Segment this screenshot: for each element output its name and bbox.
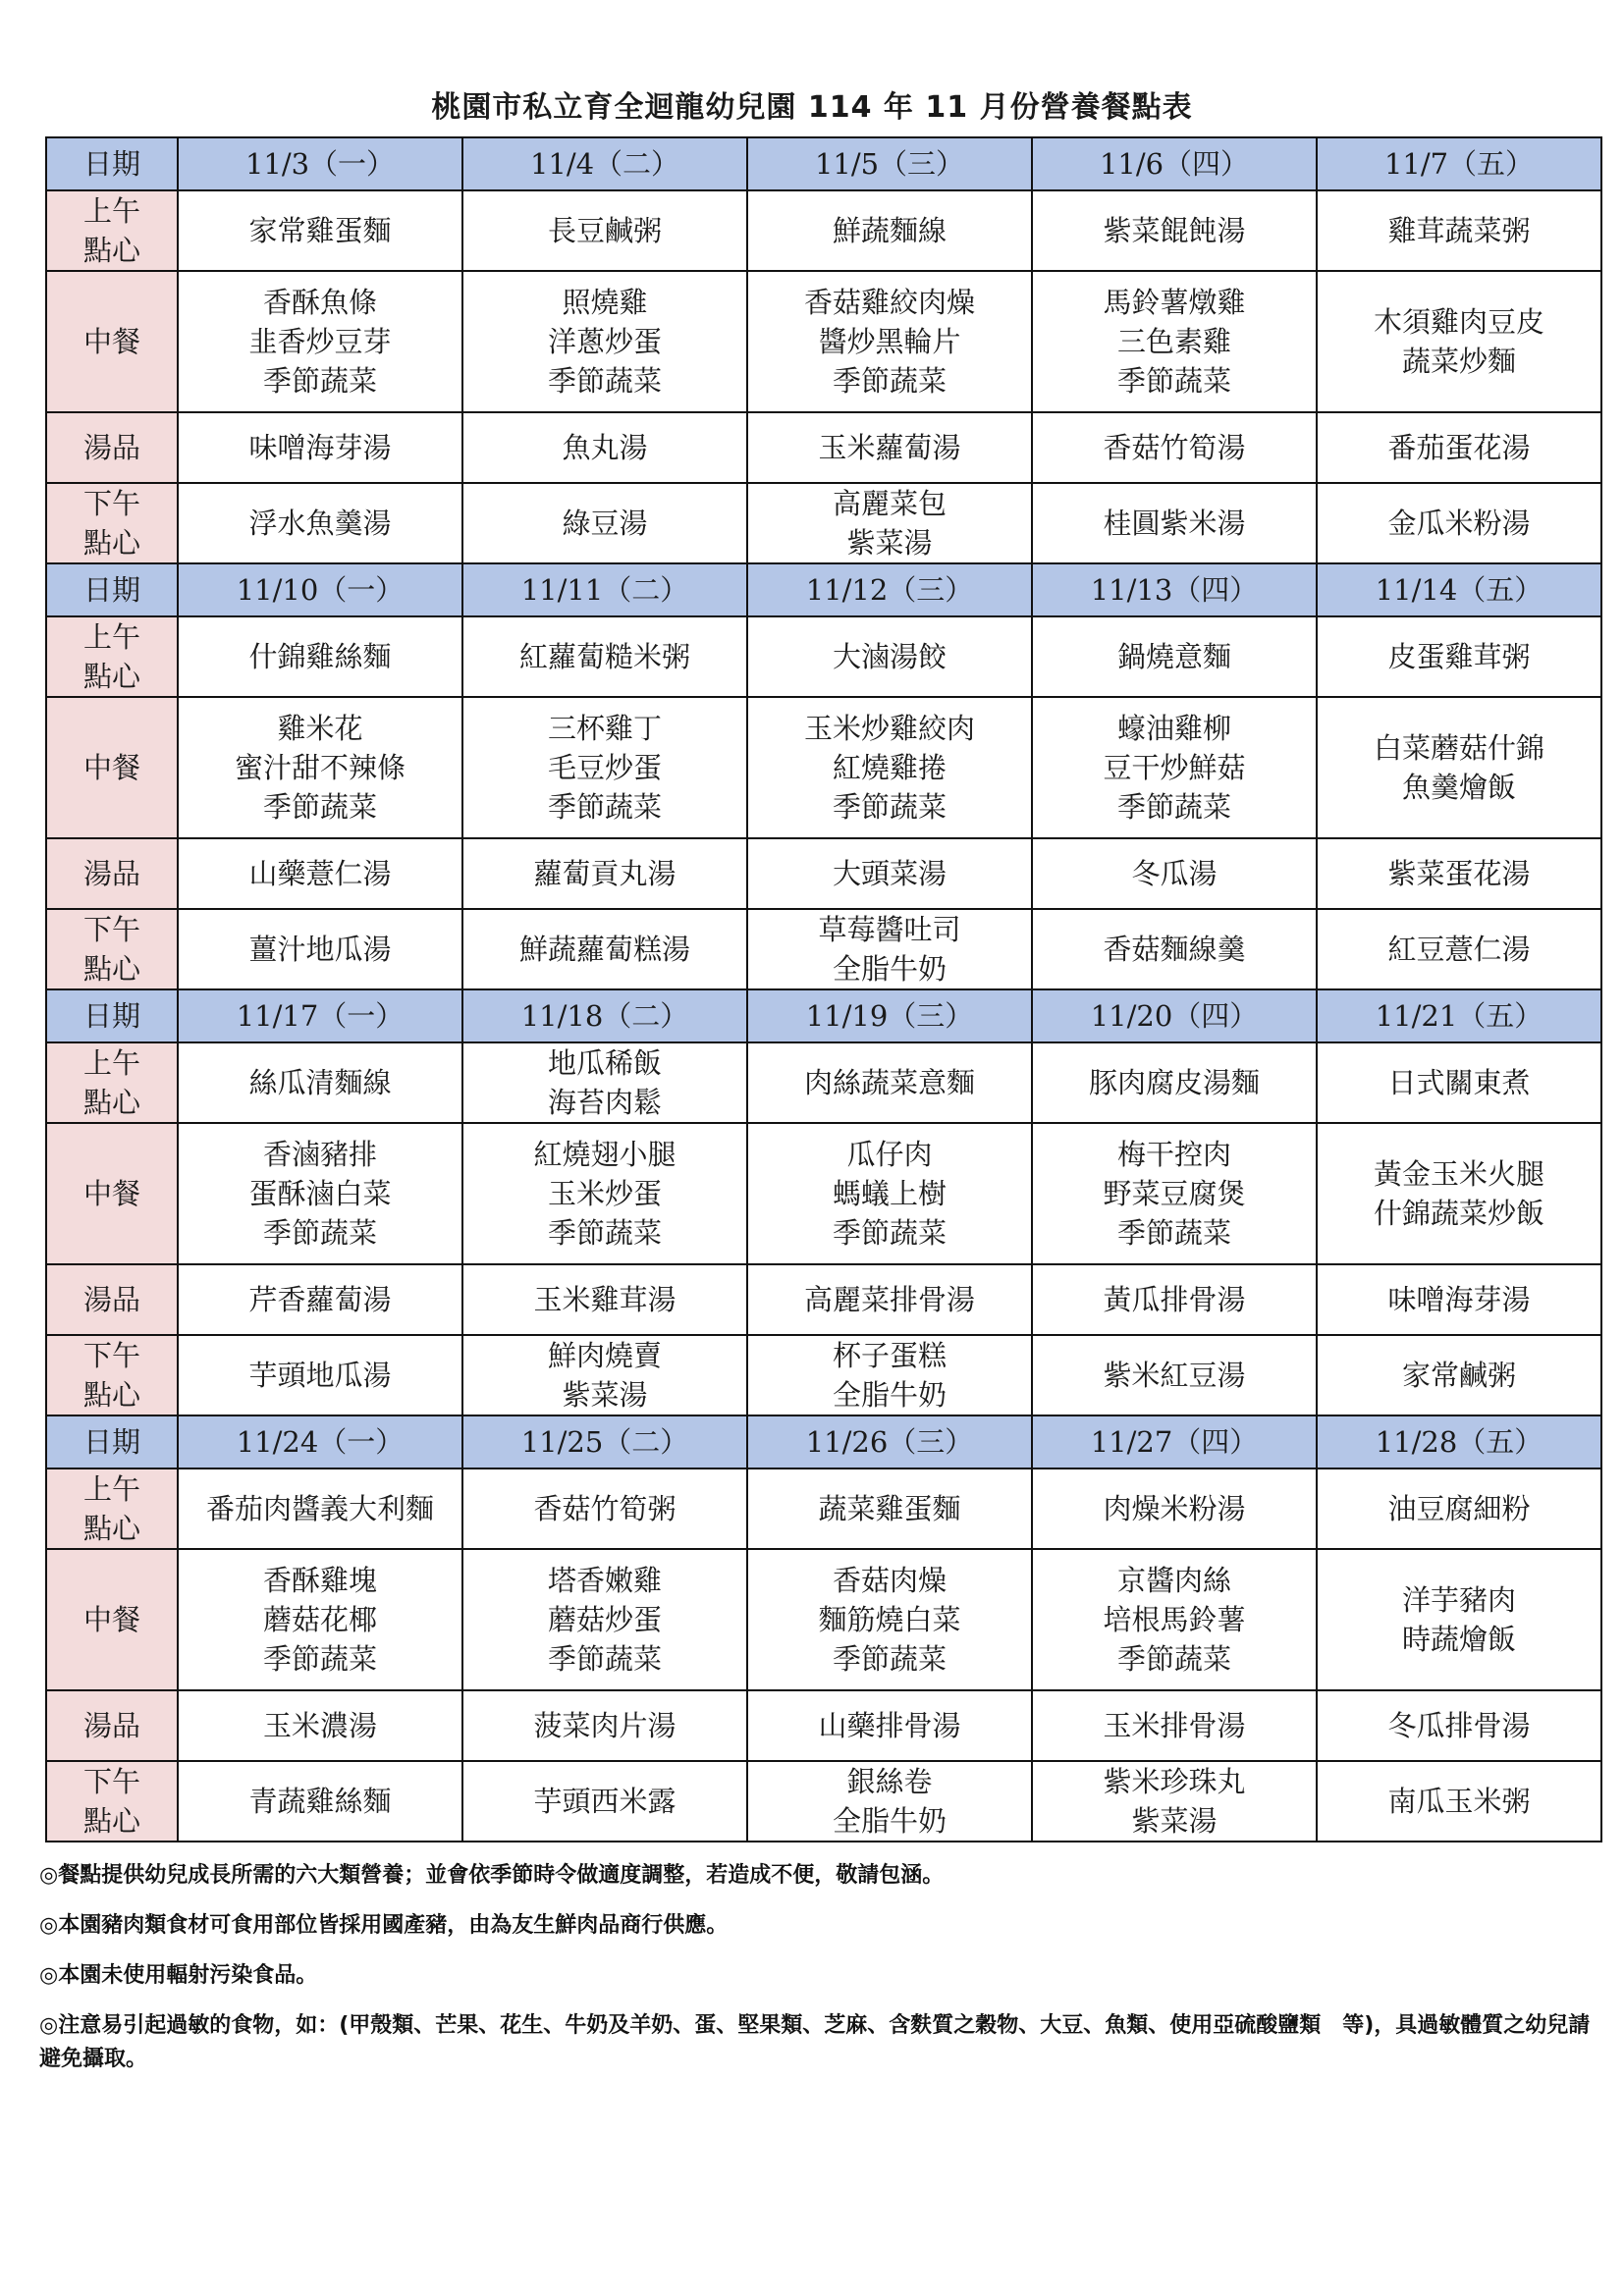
cell-line: 點心: [82, 1378, 140, 1412]
date-cell: 11/25（二）: [462, 1415, 747, 1468]
cell-line: 季節蔬菜: [262, 364, 377, 398]
cell-line: 全脂牛奶: [832, 1378, 947, 1412]
cell-line: 家常雞蛋麵: [248, 214, 392, 247]
lunch-cell: [1032, 271, 1317, 412]
meal-table-body: [46, 137, 1601, 1842]
cell-line: 地瓜稀飯: [547, 1046, 662, 1080]
cell-line: 瓜仔肉: [846, 1138, 933, 1171]
soup-cell: [1032, 1690, 1317, 1761]
cell-line: 季節蔬菜: [832, 790, 947, 824]
date-cell: 11/7（五）: [1317, 137, 1601, 190]
cell-line: 玉米雞茸湯: [533, 1283, 677, 1316]
am-snack-cell: [1032, 190, 1317, 271]
lunch-cell: [462, 1549, 747, 1690]
soup-cell: [462, 1264, 747, 1335]
lunch-cell: [178, 697, 462, 838]
soup-row: [46, 1264, 1601, 1335]
soup-cell: [178, 1264, 462, 1335]
cell-line: 什錦蔬菜炒飯: [1373, 1197, 1544, 1230]
lunch-cell: [1032, 1549, 1317, 1690]
cell-line: 雞茸蔬菜粥: [1387, 214, 1531, 247]
cell-line: 香菇竹筍粥: [533, 1492, 677, 1525]
cell-line: 肉絲蔬菜意麵: [803, 1066, 975, 1099]
cell-line: 家常鹹粥: [1401, 1359, 1516, 1392]
cell-line: 絲瓜清麵線: [248, 1066, 392, 1099]
cell-line: 三杯雞丁: [547, 712, 662, 745]
cell-line: 下午: [82, 487, 140, 520]
soup-label: 湯品: [46, 412, 178, 483]
pm-snack-cell: [178, 1761, 462, 1842]
pm-snack-cell: [1032, 1761, 1317, 1842]
cell-line: 玉米蘿蔔湯: [818, 431, 961, 464]
am-snack-cell: [462, 1042, 747, 1123]
date-cell: 11/19（三）: [747, 989, 1032, 1042]
pm-snack-cell: [747, 1761, 1032, 1842]
week-header-row: [46, 1415, 1601, 1468]
cell-line: 大頭菜湯: [832, 857, 947, 890]
note-item: ◎本園未使用輻射污染食品。: [39, 1963, 318, 1988]
cell-line: 紫米珍珠丸: [1103, 1765, 1246, 1798]
cell-line: 金瓜米粉湯: [1387, 507, 1531, 540]
date-cell: 11/27（四）: [1032, 1415, 1317, 1468]
date-cell: 11/28（五）: [1317, 1415, 1601, 1468]
cell-line: 季節蔬菜: [1116, 790, 1231, 824]
week-header-row: [46, 563, 1601, 616]
soup-label: 湯品: [46, 1690, 178, 1761]
note-item: ◎餐點提供幼兒成長所需的六大類營養；並會依季節時令做適度調整，若造成不便，敬請包涵。: [39, 1863, 945, 1888]
cell-line: 草莓醬吐司: [818, 913, 961, 946]
pm-snack-cell: [1317, 483, 1601, 563]
lunch-cell: [462, 271, 747, 412]
pm-snack-cell: [747, 1335, 1032, 1415]
date-cell: 11/24（一）: [178, 1415, 462, 1468]
am-snack-cell: [1317, 616, 1601, 697]
cell-line: 蜜汁甜不辣條: [234, 751, 406, 784]
am-snack-cell: [747, 1468, 1032, 1549]
date-cell: 11/12（三）: [747, 563, 1032, 616]
cell-line: 時蔬燴飯: [1401, 1623, 1516, 1656]
date-cell: 11/20（四）: [1032, 989, 1317, 1042]
cell-line: 白菜蘑菇什錦: [1373, 731, 1544, 765]
date-cell: 11/13（四）: [1032, 563, 1317, 616]
soup-label: 湯品: [46, 1264, 178, 1335]
date-cell: 11/4（二）: [462, 137, 747, 190]
cell-line: 紅燒雞捲: [832, 751, 947, 784]
pm-snack-label: [46, 909, 178, 989]
cell-line: 紫菜湯: [1131, 1804, 1218, 1838]
cell-line: 醬炒黑輪片: [818, 325, 961, 358]
pm-snack-cell: [462, 1761, 747, 1842]
soup-row: [46, 838, 1601, 909]
cell-line: 點心: [82, 1086, 140, 1119]
cell-line: 上午: [82, 194, 140, 228]
cell-line: 季節蔬菜: [547, 790, 662, 824]
cell-line: 下午: [82, 1765, 140, 1798]
am-snack-cell: [178, 190, 462, 271]
cell-line: 韭香炒豆芽: [248, 325, 392, 358]
lunch-cell: [178, 271, 462, 412]
pm-snack-cell: [1032, 1335, 1317, 1415]
cell-line: 海苔肉鬆: [547, 1086, 662, 1119]
cell-line: 季節蔬菜: [832, 1216, 947, 1250]
cell-line: 高麗菜包: [832, 487, 947, 520]
cell-line: 玉米排骨湯: [1103, 1709, 1246, 1742]
cell-line: 點心: [82, 526, 140, 560]
cell-line: 季節蔬菜: [262, 790, 377, 824]
pm-snack-cell: [1317, 1335, 1601, 1415]
cell-line: 香菇竹筍湯: [1103, 431, 1246, 464]
pm-snack-cell: [462, 909, 747, 989]
cell-line: 浮水魚羹湯: [248, 507, 392, 540]
lunch-cell: [1317, 1123, 1601, 1264]
date-cell: 11/18（二）: [462, 989, 747, 1042]
cell-line: 蛋酥滷白菜: [248, 1177, 392, 1210]
pm-snack-cell: [178, 483, 462, 563]
am-snack-label: [46, 616, 178, 697]
pm-snack-cell: [1317, 909, 1601, 989]
cell-line: 季節蔬菜: [262, 1642, 377, 1676]
am-snack-cell: [462, 1468, 747, 1549]
soup-cell: [462, 838, 747, 909]
cell-line: 豆干炒鮮菇: [1103, 751, 1246, 784]
cell-line: 蠔油雞柳: [1116, 712, 1231, 745]
am-snack-row: [46, 1042, 1601, 1123]
soup-cell: [1032, 838, 1317, 909]
soup-cell: [462, 412, 747, 483]
date-cell: 11/10（一）: [178, 563, 462, 616]
cell-line: 季節蔬菜: [262, 1216, 377, 1250]
page-title: 桃園市私立育全迴龍幼兒園 114 年 11 月份營養餐點表: [431, 90, 1193, 125]
date-cell: 11/14（五）: [1317, 563, 1601, 616]
cell-line: 番茄蛋花湯: [1387, 431, 1531, 464]
cell-line: 魚丸湯: [562, 431, 648, 464]
cell-line: 季節蔬菜: [832, 1642, 947, 1676]
week-header-row: [46, 137, 1601, 190]
meal-table: [45, 136, 1602, 1842]
cell-line: 照燒雞: [562, 286, 648, 319]
cell-line: 高麗菜排骨湯: [803, 1283, 975, 1316]
lunch-row: [46, 1123, 1601, 1264]
soup-cell: [747, 412, 1032, 483]
pm-snack-row: [46, 909, 1601, 989]
cell-line: 紫米紅豆湯: [1103, 1359, 1246, 1392]
cell-line: 長豆鹹粥: [547, 214, 662, 247]
cell-line: 培根馬鈴薯: [1103, 1603, 1246, 1636]
soup-cell: [1317, 412, 1601, 483]
lunch-cell: [747, 697, 1032, 838]
cell-line: 蔬菜雞蛋麵: [818, 1492, 961, 1525]
am-snack-row: [46, 1468, 1601, 1549]
cell-line: 季節蔬菜: [832, 364, 947, 398]
lunch-cell: [462, 1123, 747, 1264]
cell-line: 上午: [82, 620, 140, 654]
cell-line: 洋芋豬肉: [1401, 1583, 1516, 1617]
lunch-label: 中餐: [46, 1549, 178, 1690]
cell-line: 鮮蔬蘿蔔糕湯: [518, 933, 690, 966]
cell-line: 鍋燒意麵: [1116, 640, 1231, 673]
week-header-row: [46, 989, 1601, 1042]
pm-snack-cell: [1317, 1761, 1601, 1842]
cell-line: 紫菜湯: [846, 526, 933, 560]
soup-cell: [1317, 1264, 1601, 1335]
am-snack-cell: [747, 190, 1032, 271]
cell-line: 菠菜肉片湯: [533, 1709, 677, 1742]
cell-line: 點心: [82, 660, 140, 693]
soup-row: [46, 412, 1601, 483]
soup-cell: [1317, 1690, 1601, 1761]
cell-line: 大滷湯餃: [832, 640, 947, 673]
lunch-label: 中餐: [46, 271, 178, 412]
cell-line: 杯子蛋糕: [832, 1339, 947, 1372]
cell-line: 玉米炒雞絞肉: [803, 712, 975, 745]
soup-cell: [178, 412, 462, 483]
am-snack-cell: [178, 616, 462, 697]
note-item: ◎注意易引起過敏的食物，如：(甲殼類、芒果、花生、牛奶及羊奶、蛋、堅果類、芝麻、含麩質之穀物、大豆、魚類、使用亞硫酸鹽類 等)，具過敏體質之幼兒請避免攝取。: [39, 2013, 1591, 2071]
pm-snack-label: [46, 1335, 178, 1415]
pm-snack-label: [46, 483, 178, 563]
cell-line: 季節蔬菜: [547, 1642, 662, 1676]
lunch-cell: [1317, 271, 1601, 412]
pm-snack-cell: [1032, 909, 1317, 989]
lunch-label: 中餐: [46, 1123, 178, 1264]
am-snack-cell: [178, 1042, 462, 1123]
pm-snack-row: [46, 483, 1601, 563]
cell-line: 紫菜湯: [562, 1378, 648, 1412]
cell-line: 點心: [82, 234, 140, 267]
am-snack-cell: [1032, 1468, 1317, 1549]
lunch-row: [46, 1549, 1601, 1690]
pm-snack-cell: [747, 483, 1032, 563]
cell-line: 季節蔬菜: [547, 364, 662, 398]
cell-line: 黃瓜排骨湯: [1103, 1283, 1246, 1316]
soup-cell: [1032, 1264, 1317, 1335]
am-snack-cell: [1317, 1042, 1601, 1123]
cell-line: 蘑菇花椰: [262, 1603, 377, 1636]
cell-line: 什錦雞絲麵: [248, 640, 392, 673]
soup-cell: [747, 1264, 1032, 1335]
date-cell: 11/21（五）: [1317, 989, 1601, 1042]
date-cell: 11/17（一）: [178, 989, 462, 1042]
am-snack-row: [46, 190, 1601, 271]
lunch-cell: [747, 1123, 1032, 1264]
cell-line: 點心: [82, 1804, 140, 1838]
cell-line: 全脂牛奶: [832, 952, 947, 986]
cell-line: 玉米濃湯: [262, 1709, 377, 1742]
cell-line: 山藥排骨湯: [818, 1709, 961, 1742]
cell-line: 銀絲卷: [846, 1765, 933, 1798]
cell-line: 麵筋燒白菜: [818, 1603, 961, 1636]
cell-line: 上午: [82, 1472, 140, 1506]
cell-line: 蔬菜炒麵: [1401, 345, 1516, 378]
cell-line: 味噌海芽湯: [248, 431, 392, 464]
lunch-cell: [747, 1549, 1032, 1690]
cell-line: 芹香蘿蔔湯: [248, 1283, 392, 1316]
date-label: 日期: [46, 137, 178, 190]
cell-line: 香滷豬排: [262, 1138, 377, 1171]
cell-line: 桂圓紫米湯: [1103, 507, 1246, 540]
date-label: 日期: [46, 563, 178, 616]
am-snack-cell: [1317, 190, 1601, 271]
pm-snack-cell: [1032, 483, 1317, 563]
date-cell: 11/5（三）: [747, 137, 1032, 190]
cell-line: 鮮蔬麵線: [832, 214, 947, 247]
cell-line: 季節蔬菜: [1116, 1216, 1231, 1250]
cell-line: 芋頭西米露: [533, 1785, 677, 1818]
cell-line: 上午: [82, 1046, 140, 1080]
lunch-row: [46, 697, 1601, 838]
soup-cell: [178, 1690, 462, 1761]
cell-line: 番茄肉醬義大利麵: [205, 1492, 434, 1525]
cell-line: 野菜豆腐煲: [1103, 1177, 1246, 1210]
soup-label: 湯品: [46, 838, 178, 909]
date-cell: 11/26（三）: [747, 1415, 1032, 1468]
cell-line: 山藥薏仁湯: [248, 857, 392, 890]
lunch-label: 中餐: [46, 697, 178, 838]
cell-line: 綠豆湯: [562, 507, 648, 540]
cell-line: 木須雞肉豆皮: [1373, 305, 1544, 339]
pm-snack-cell: [178, 1335, 462, 1415]
cell-line: 日式關東煮: [1387, 1066, 1531, 1099]
pm-snack-cell: [747, 909, 1032, 989]
date-cell: 11/3（一）: [178, 137, 462, 190]
cell-line: 南瓜玉米粥: [1387, 1785, 1531, 1818]
cell-line: 紅豆薏仁湯: [1387, 933, 1531, 966]
cell-line: 魚羹燴飯: [1401, 771, 1516, 804]
am-snack-cell: [462, 616, 747, 697]
date-cell: 11/11（二）: [462, 563, 747, 616]
cell-line: 三色素雞: [1116, 325, 1231, 358]
cell-line: 紫菜餛飩湯: [1103, 214, 1246, 247]
am-snack-label: [46, 1468, 178, 1549]
am-snack-label: [46, 1042, 178, 1123]
cell-line: 油豆腐細粉: [1387, 1492, 1531, 1525]
soup-cell: [462, 1690, 747, 1761]
am-snack-label: [46, 190, 178, 271]
cell-line: 豚肉腐皮湯麵: [1088, 1066, 1260, 1099]
cell-line: 下午: [82, 1339, 140, 1372]
lunch-row: [46, 271, 1601, 412]
cell-line: 下午: [82, 913, 140, 946]
pm-snack-cell: [462, 1335, 747, 1415]
pm-snack-row: [46, 1761, 1601, 1842]
soup-cell: [1032, 412, 1317, 483]
soup-cell: [1317, 838, 1601, 909]
cell-line: 雞米花: [277, 712, 363, 745]
am-snack-cell: [178, 1468, 462, 1549]
am-snack-cell: [1317, 1468, 1601, 1549]
cell-line: 季節蔬菜: [1116, 364, 1231, 398]
date-label: 日期: [46, 1415, 178, 1468]
soup-cell: [747, 1690, 1032, 1761]
lunch-cell: [1032, 1123, 1317, 1264]
cell-line: 點心: [82, 1512, 140, 1545]
cell-line: 薑汁地瓜湯: [248, 933, 392, 966]
cell-line: 味噌海芽湯: [1387, 1283, 1531, 1316]
cell-line: 香酥魚條: [262, 286, 377, 319]
cell-line: 全脂牛奶: [832, 1804, 947, 1838]
cell-line: 皮蛋雞茸粥: [1387, 640, 1531, 673]
cell-line: 黃金玉米火腿: [1373, 1157, 1544, 1191]
soup-row: [46, 1690, 1601, 1761]
cell-line: 玉米炒蛋: [547, 1177, 662, 1210]
notes: [39, 1859, 1591, 2093]
cell-line: 香菇麵線羹: [1103, 933, 1246, 966]
cell-line: 季節蔬菜: [1116, 1642, 1231, 1676]
cell-line: 鮮肉燒賣: [547, 1339, 662, 1372]
cell-line: 京醬肉絲: [1116, 1564, 1231, 1597]
soup-cell: [747, 838, 1032, 909]
cell-line: 洋蔥炒蛋: [547, 325, 662, 358]
cell-line: 蘑菇炒蛋: [547, 1603, 662, 1636]
lunch-cell: [1317, 697, 1601, 838]
am-snack-cell: [747, 1042, 1032, 1123]
pm-snack-cell: [178, 909, 462, 989]
lunch-cell: [747, 271, 1032, 412]
note-item: ◎本園豬肉類食材可食用部位皆採用國產豬，由為友生鮮肉品商行供應。: [39, 1913, 729, 1938]
cell-line: 毛豆炒蛋: [547, 751, 662, 784]
am-snack-row: [46, 616, 1601, 697]
am-snack-cell: [462, 190, 747, 271]
cell-line: 梅干控肉: [1116, 1138, 1231, 1171]
cell-line: 紫菜蛋花湯: [1387, 857, 1531, 890]
pm-snack-cell: [462, 483, 747, 563]
cell-line: 冬瓜排骨湯: [1387, 1709, 1531, 1742]
date-cell: 11/6（四）: [1032, 137, 1317, 190]
lunch-cell: [1032, 697, 1317, 838]
pm-snack-row: [46, 1335, 1601, 1415]
am-snack-cell: [1032, 616, 1317, 697]
lunch-cell: [1317, 1549, 1601, 1690]
cell-line: 馬鈴薯燉雞: [1103, 286, 1246, 319]
lunch-cell: [462, 697, 747, 838]
soup-cell: [178, 838, 462, 909]
cell-line: 芋頭地瓜湯: [248, 1359, 392, 1392]
cell-line: 肉燥米粉湯: [1103, 1492, 1246, 1525]
cell-line: 塔香嫩雞: [547, 1564, 662, 1597]
cell-line: 冬瓜湯: [1131, 857, 1218, 890]
cell-line: 螞蟻上樹: [832, 1177, 947, 1210]
cell-line: 紅燒翅小腿: [533, 1138, 677, 1171]
cell-line: 紅蘿蔔糙米粥: [518, 640, 690, 673]
cell-line: 季節蔬菜: [547, 1216, 662, 1250]
date-label: 日期: [46, 989, 178, 1042]
cell-line: 香酥雞塊: [262, 1564, 377, 1597]
cell-line: 蘿蔔貢丸湯: [533, 857, 677, 890]
am-snack-cell: [1032, 1042, 1317, 1123]
lunch-cell: [178, 1549, 462, 1690]
cell-line: 香菇肉燥: [832, 1564, 947, 1597]
cell-line: 青蔬雞絲麵: [248, 1785, 392, 1818]
lunch-cell: [178, 1123, 462, 1264]
pm-snack-label: [46, 1761, 178, 1842]
am-snack-cell: [747, 616, 1032, 697]
cell-line: 香菇雞絞肉燥: [803, 286, 975, 319]
cell-line: 點心: [82, 952, 140, 986]
